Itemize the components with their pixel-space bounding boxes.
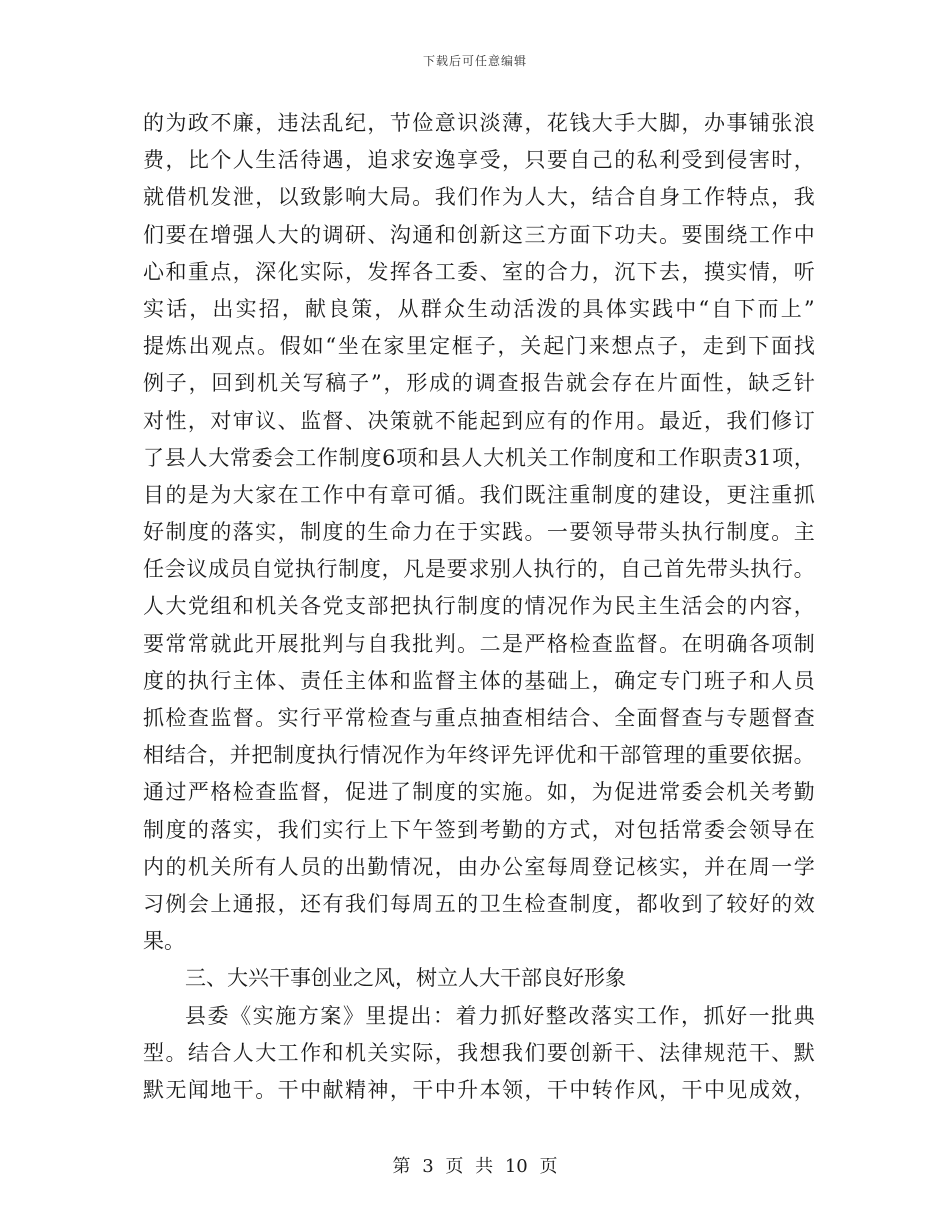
text-line: 习 例 会 上 通 报 ， 还 有 我 们 每 周 五 的 卫 生 检 查 制 度 ， 都 收 到 了 较 好 的 效 [143,891,815,916]
text-line: 任 会 议 成 员 自 觉 执 行 制 度 ， 凡 是 要 求 别 人 执 行 的 ， 自 己 首 先 带 头 执 行 。 [143,557,815,582]
section-heading: 三、大兴干事创业之风，树立人大干部良好形象 [185,966,626,991]
text-line: 果。 [143,929,185,954]
page-number: 第 3 页 共 10 页 [392,1156,558,1177]
text-line: 对 性 ， 对 审 议 、 监 督 、 决 策 就 不 能 起 到 应 有 的 作 用 。 最 近 ， 我 们 修 订 [143,408,815,433]
text-line: 实 话 ， 出 实 招 ， 献 良 策 ， 从 群 众 生 动 活 泼 的 具 体 实 践 中 “ 自 下 而 上 ” [143,296,815,321]
text-line: 了 县 人 大 常 委 会 工 作 制 度 6 项 和 县 人 大 机 关 工 作 制 度 和 工 作 职 责 3 1 项 ， [143,445,815,470]
text-line: 内 的 机 关 所 有 人 员 的 出 勤 情 况 ， 由 办 公 室 每 周 登 记 核 实 ， 并 在 周 一 学 [143,854,815,879]
text-line: 县 委 《 实 施 方 案 》 里 提 出 ： 着 力 抓 好 整 改 落 实 工 作 ， 抓 好 一 批 典 [185,1003,815,1028]
text-line: 人 大 党 组 和 机 关 各 党 支 部 把 执 行 制 度 的 情 况 作 为 民 主 生 活 会 的 内 容 ， [143,594,815,619]
text-line: 型 。 结 合 人 大 工 作 和 机 关 实 际 ， 我 想 我 们 要 创 新 干 、 法 律 规 范 干 、 默 [143,1040,815,1065]
text-line: 好 制 度 的 落 实 ， 制 度 的 生 命 力 在 于 实 践 。 一 要 领 导 带 头 执 行 制 度 。 主 [143,520,815,545]
text-line: 抓 检 查 监 督 。 实 行 平 常 检 查 与 重 点 抽 查 相 结 合 、 全 面 督 查 与 专 题 督 查 [143,706,815,730]
text-line: 们 要 在 增 强 人 大 的 调 研 、 沟 通 和 创 新 这 三 方 面 下 功 夫 。 要 围 绕 工 作 中 [143,222,815,247]
text-line: 要 常 常 就 此 开 展 批 判 与 自 我 批 判 。 二 是 严 格 检 查 监 督 。 在 明 确 各 项 制 [143,631,815,656]
text-line: 通 过 严 格 检 查 监 督 ， 促 进 了 制 度 的 实 施 。 如 ， 为 促 进 常 委 会 机 关 考 勤 [143,780,815,805]
text-line: 就 借 机 发 泄 ， 以 致 影 响 大 局 。 我 们 作 为 人 大 ， 结 合 自 身 工 作 特 点 ， 我 [143,185,815,210]
text-line: 提 炼 出 观 点 。 假 如 “ 坐 在 家 里 定 框 子 ， 关 起 门 来 想 点 子 ， 走 到 下 面 找 [143,334,815,359]
text-line: 的 为 政 不 廉 ， 违 法 乱 纪 ， 节 俭 意 识 淡 薄 ， 花 钱 大 手 大 脚 ， 办 事 铺 张 浪 [143,111,815,135]
text-line: 费 ， 比 个 人 生 活 待 遇 ， 追 求 安 逸 享 受 ， 只 要 自 己 的 私 利 受 到 侵 害 时 ， [143,148,815,173]
page-header: 下载后可任意编辑 [422,54,527,68]
body-text [143,105,815,1109]
text-line: 例 子 ， 回 到 机 关 写 稿 子 ” ， 形 成 的 调 查 报 告 就 会 存 在 片 面 性 ， 缺 乏 针 [143,371,815,396]
text-line: 制 度 的 落 实 ， 我 们 实 行 上 下 午 签 到 考 勤 的 方 式 ， 对 包 括 常 委 会 领 导 在 [143,817,815,842]
text-line: 度 的 执 行 主 体 、 责 任 主 体 和 监 督 主 体 的 基 础 上 ， 确 定 专 门 班 子 和 人 员 [143,668,815,693]
text-line: 默 无 闻 地 干 。 干 中 献 精 神 ， 干 中 升 本 领 ， 干 中 转 作 风 ， 干 中 见 成 效 ， [143,1077,815,1102]
text-line: 相 结 合 ， 并 把 制 度 执 行 情 况 作 为 年 终 评 先 评 优 和 干 部 管 理 的 重 要 依 据 。 [143,743,815,768]
text-line: 目 的 是 为 大 家 在 工 作 中 有 章 可 循 。 我 们 既 注 重 制 度 的 建 设 ， 更 注 重 抓 [143,482,815,507]
text-line: 心 和 重 点 ， 深 化 实 际 ， 发 挥 各 工 委 、 室 的 合 力 ， 沉 下 去 ， 摸 实 情 ， 听 [143,259,815,284]
